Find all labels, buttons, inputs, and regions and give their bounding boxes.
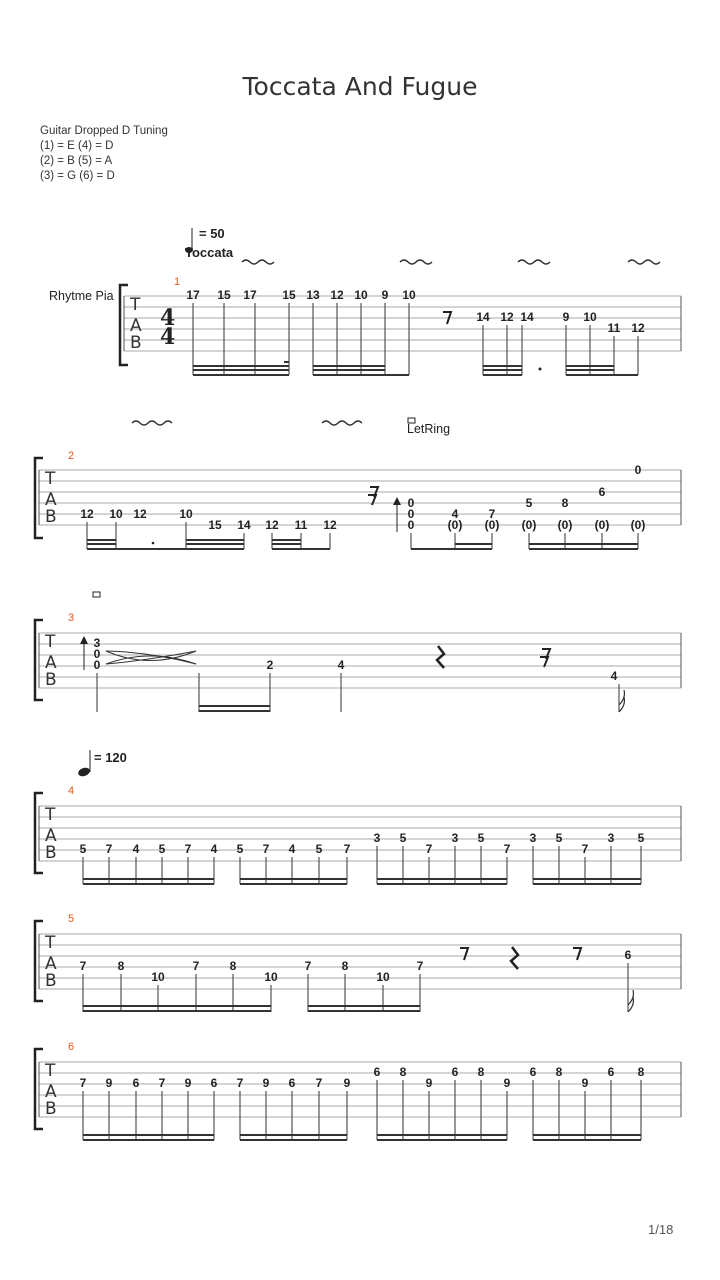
tie-arcs [106,651,196,664]
page-number: 1/18 [648,1222,674,1237]
svg-text:4: 4 [451,507,459,521]
tempo-marking: = 50 [199,226,225,241]
tab-letter: A [45,653,57,673]
tab-letter: B [45,1099,57,1119]
svg-text:6: 6 [451,1065,459,1079]
eighth-rest-icon [573,948,581,960]
svg-text:6: 6 [210,1076,218,1090]
svg-text:4: 4 [288,842,296,856]
svg-text:5: 5 [525,496,533,510]
svg-text:11: 11 [607,321,621,335]
svg-text:9: 9 [425,1076,433,1090]
svg-text:5: 5 [477,831,485,845]
system-6 [35,1041,681,1140]
svg-text:0: 0 [407,518,415,532]
strum-up-icon [80,636,88,670]
svg-text:0: 0 [93,647,101,661]
fret-numbers [80,463,645,532]
fret-numbers [80,948,632,984]
tuning-heading: Guitar Dropped D Tuning [40,125,168,137]
svg-text:17: 17 [243,288,257,302]
measure-number: 3 [68,612,75,624]
svg-text:(0): (0) [594,518,610,532]
svg-text:5: 5 [236,842,244,856]
svg-text:10: 10 [354,288,368,302]
beams [83,879,641,884]
note-flag-icon [628,990,633,1012]
score-title: Toccata And Fugue [242,72,478,101]
svg-text:0: 0 [634,463,642,477]
tab-letter: A [45,1082,57,1102]
svg-text:0: 0 [407,496,415,510]
svg-text:7: 7 [105,842,113,856]
tab-letter: T [45,933,56,953]
eighth-rest-icon [460,948,468,960]
svg-text:4: 4 [337,658,345,672]
tab-letter: B [45,971,57,991]
svg-text:15: 15 [217,288,231,302]
system-4 [35,750,681,884]
svg-text:14: 14 [237,518,251,532]
svg-text:10: 10 [179,507,193,521]
beams [87,540,638,549]
svg-text:8: 8 [341,959,349,973]
fret-numbers [94,636,618,683]
svg-text:5: 5 [399,831,407,845]
svg-text:8: 8 [555,1065,563,1079]
svg-text:13: 13 [306,288,320,302]
measure-number: 1 [174,276,181,288]
tuning-line-2: (2) = B (5) = A [40,155,113,167]
section-label: Toccata [185,245,234,260]
beams [193,362,638,375]
tuning-line-3: (3) = G (6) = D [40,170,115,182]
tab-letter: B [45,843,57,863]
tab-letter: A [45,954,57,974]
svg-text:5: 5 [79,842,87,856]
tempo-marking: = 120 [94,750,127,765]
svg-text:17: 17 [186,288,200,302]
sixteenth-rest-icon [368,487,378,505]
svg-text:6: 6 [624,948,632,962]
svg-text:9: 9 [343,1076,351,1090]
svg-text:0: 0 [93,658,101,672]
svg-text:10: 10 [402,288,416,302]
svg-text:12: 12 [133,507,147,521]
svg-text:8: 8 [477,1065,485,1079]
quarter-rest-icon [437,646,444,668]
time-signature-bottom: 4 [160,324,176,350]
svg-text:8: 8 [399,1065,407,1079]
svg-text:2: 2 [266,658,274,672]
measure-number: 4 [68,785,75,797]
track-name: Rhytme Pia [49,289,114,303]
beams [199,706,270,711]
fret-numbers [80,1065,645,1090]
svg-text:6: 6 [288,1076,296,1090]
svg-text:(0): (0) [521,518,537,532]
svg-text:9: 9 [262,1076,270,1090]
svg-text:(0): (0) [484,518,500,532]
svg-text:4: 4 [132,842,140,856]
svg-text:7: 7 [79,959,87,973]
svg-text:7: 7 [79,1076,87,1090]
svg-text:10: 10 [376,970,390,984]
svg-text:14: 14 [476,310,490,324]
svg-text:4: 4 [610,669,618,683]
svg-text:9: 9 [562,310,570,324]
svg-text:9: 9 [105,1076,113,1090]
beams [83,1006,420,1011]
svg-text:10: 10 [264,970,278,984]
tab-letter: T [45,632,56,652]
svg-text:10: 10 [583,310,597,324]
svg-text:7: 7 [262,842,270,856]
svg-text:12: 12 [631,321,645,335]
svg-text:6: 6 [607,1065,615,1079]
quarter-rest-icon [511,947,518,969]
svg-text:5: 5 [637,831,645,845]
tab-letter: A [130,316,142,336]
svg-text:12: 12 [265,518,279,532]
svg-text:15: 15 [208,518,222,532]
svg-text:(0): (0) [447,518,463,532]
svg-text:5: 5 [158,842,166,856]
measure-number: 5 [68,913,75,925]
svg-text:8: 8 [561,496,569,510]
svg-text:3: 3 [93,636,101,650]
sixteenth-rest-icon [540,649,550,667]
tab-letter: T [45,1061,56,1081]
svg-text:5: 5 [555,831,563,845]
svg-text:7: 7 [343,842,351,856]
svg-text:7: 7 [315,1076,323,1090]
beams [83,1135,641,1140]
vibrato-icon [132,421,362,425]
time-signature-top: 4 [160,305,176,331]
svg-text:7: 7 [184,842,192,856]
svg-text:7: 7 [158,1076,166,1090]
note-stems [97,673,619,712]
svg-text:5: 5 [315,842,323,856]
let-ring-label: LetRing [407,422,451,436]
svg-text:3: 3 [529,831,537,845]
svg-text:12: 12 [80,507,94,521]
tuning-line-1: (1) = E (4) = D [40,140,114,152]
tab-letter: B [45,670,57,690]
svg-text:3: 3 [607,831,615,845]
svg-text:7: 7 [192,959,200,973]
note-stems [83,1080,641,1140]
svg-text:7: 7 [304,959,312,973]
svg-text:0: 0 [407,507,415,521]
svg-text:12: 12 [330,288,344,302]
svg-text:3: 3 [373,831,381,845]
note-stems [83,963,628,1012]
svg-text:7: 7 [416,959,424,973]
tab-letter: T [45,805,56,825]
svg-text:9: 9 [503,1076,511,1090]
svg-text:6: 6 [529,1065,537,1079]
tab-letter: T [45,469,56,489]
svg-text:12: 12 [323,518,337,532]
svg-text:6: 6 [598,485,606,499]
svg-text:7: 7 [503,842,511,856]
svg-text:7: 7 [236,1076,244,1090]
system-1 [49,226,681,375]
system-5 [35,913,681,1012]
svg-text:12: 12 [500,310,514,324]
svg-text:11: 11 [294,518,308,532]
tab-letter: A [45,826,57,846]
svg-text:8: 8 [117,959,125,973]
tab-letter: A [45,490,57,510]
svg-text:10: 10 [151,970,165,984]
note-flag-icon [619,690,624,712]
svg-text:4: 4 [210,842,218,856]
system-2 [35,418,681,549]
note-stems [193,303,638,375]
svg-text:3: 3 [451,831,459,845]
svg-text:(0): (0) [557,518,573,532]
svg-text:7: 7 [488,507,496,521]
vibrato-icon [242,260,660,264]
svg-text:7: 7 [425,842,433,856]
svg-text:6: 6 [373,1065,381,1079]
measure-number: 6 [68,1041,75,1053]
svg-text:15: 15 [282,288,296,302]
svg-text:6: 6 [132,1076,140,1090]
svg-text:8: 8 [229,959,237,973]
svg-text:10: 10 [109,507,123,521]
svg-text:9: 9 [381,288,389,302]
svg-text:(0): (0) [630,518,646,532]
svg-text:7: 7 [581,842,589,856]
svg-text:9: 9 [581,1076,589,1090]
tab-letter: T [130,295,141,315]
quarter-note-icon [77,766,91,778]
svg-text:8: 8 [637,1065,645,1079]
fret-numbers [80,831,645,856]
svg-text:9: 9 [184,1076,192,1090]
svg-text:14: 14 [520,310,534,324]
measure-number: 2 [68,450,75,462]
tab-letter: B [130,333,142,353]
system-3 [35,592,681,712]
downstroke-icon [93,592,100,597]
tab-letter: B [45,507,57,527]
